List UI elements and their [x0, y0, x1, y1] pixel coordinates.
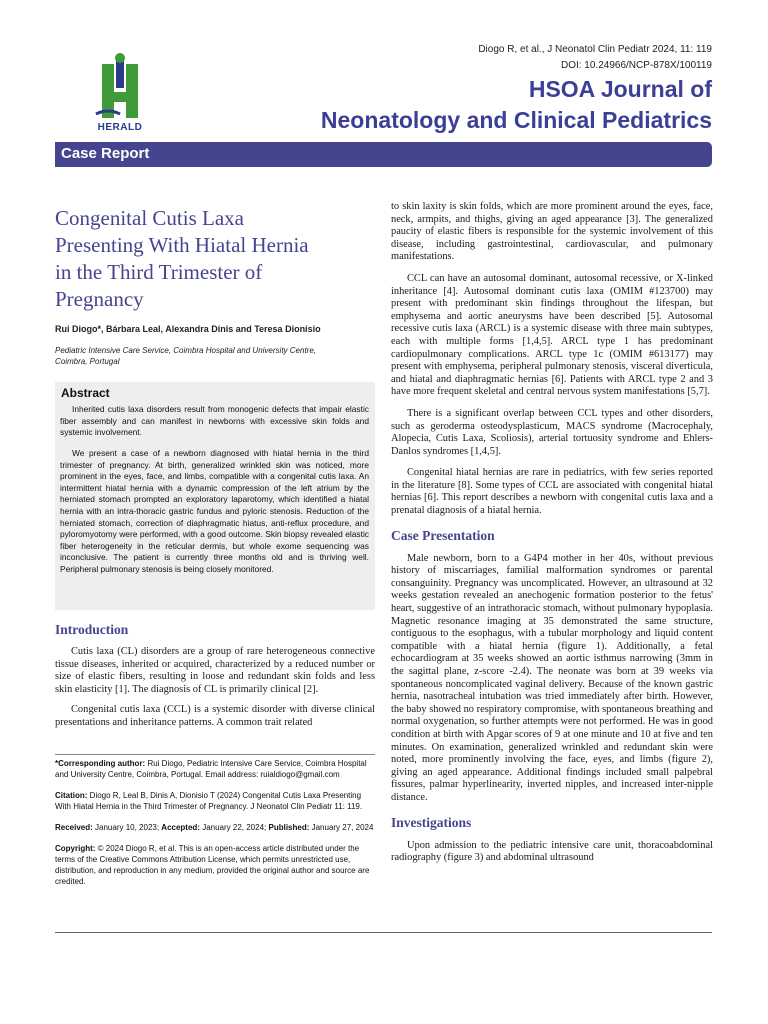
- introduction-heading: Introduction: [55, 622, 129, 637]
- page-bottom-rule: [55, 932, 712, 933]
- herald-logo-text: HERALD: [97, 122, 143, 133]
- abstract-box: [55, 382, 375, 610]
- journal-title: HSOA Journal of Neonatology and Clinical Pediatrics: [320, 76, 712, 133]
- footnote-divider: [55, 754, 375, 755]
- article-type-banner: [55, 142, 712, 167]
- journal-citation-line: Diogo R, et al., J Neonatol Clin Pediatr 2024, 11: 119: [478, 44, 712, 55]
- introduction-body: [55, 646, 375, 730]
- abstract-heading: Abstract: [61, 386, 110, 400]
- body-paragraph: CCL can have an autosomal dominant, autosomal recessive, or X-linked inheritance [4]. Autosomal dominant cutis laxa (OMIM #123700) may present with predominant skin findings throughout the lifespan, but emphysema and aortic aneurysms have been described [5]. Autosomal recessive cutis laxa (ARCL) is a systemic disease with three main subtypes, each with multiple forms [1,4,5]. ARCL type 1 has predominant cardiopulmonary complications. ARCL type 1c (OMIM #613177) may present with emphysema, peripheral pulmonary stenosis, visceral diverticula, and hiatal and diaphragmatic hernias [6]. Patients with ARCL type 2 and 3 have more frequent skeletal and central nervous system manifestations [5,7].: [391, 272, 713, 398]
- article-title: Congenital Cutis Laxa Presenting With Hiatal Hernia in the Third Trimester of Pregnancy: [55, 206, 309, 311]
- investigations-heading: Investigations: [391, 814, 472, 830]
- doi-line[interactable]: DOI: 10.24966/NCP-878X/100119: [560, 60, 712, 71]
- body-paragraph: Congenital hiatal hernias are rare in pediatrics, with few series reported in the literature [8]. Some types of CCL are associated with congenital hiatal hernias [6]. This report describes a newborn with congenital cutis laxa and a prenatal diagnosis of a hiatal hernia.: [391, 467, 713, 517]
- body-paragraph: Upon admission to the pediatric intensive care unit, thoracoabdominal radiography (figure 3) and abdominal ultrasound: [391, 839, 713, 864]
- footnotes: [55, 758, 375, 887]
- right-column-body: [391, 201, 713, 865]
- author-list: Rui Diogo*, Bárbara Leal, Alexandra Dinis and Teresa Dionísio: [55, 324, 321, 334]
- article-type-label: Case Report: [61, 145, 150, 162]
- body-paragraph: There is a significant overlap between CCL types and other disorders, such as geroderma osteodysplasticum, MACS syndrome (Macrocephaly, Alopecia, Cutis Laxa, Scoliosis), arterial tortuosity syndrome and Ehlers-Danlos syndromes [1,4,5].: [391, 407, 713, 457]
- body-paragraph: Male newborn, born to a G4P4 mother in her 40s, without previous history of miscarriages, familial malformation syndromes or parental consanguinity. Pregnancy was uncomplicated. However, an ultrasound at 32 weeks gestation revealed an anechogenic formation posterior to the fetus' heart, suggestive of an intrathoracic stomach, without pulmonary hypoplasia. Magnetic resonance imaging at 35 demonstrated the same structure, contiguous to the esophagus, with a tubular morphology and liquid content compatible with a hiatal hernia (figure 1). Additionally, a fetal echocardiogram at 35 weeks showed an aortic isthmus narrowing (3mm in the sagittal plane, z-score -2.4). The neonate was born at 39 weeks via spontaneous noncomplicated vaginal delivery. Because of the known gastric hernia, nasotracheal intubation was tried immediately after birth. However, the baby showed no respiratory compromise, with spontaneous breathing and normal oxygenation, so further attempts were not performed. He was in good condition at birth with Apgar scores of 9 at one minute and 10 at five and ten minutes. On examination, generalized wrinkled and redundant skin were noted, more prominently involving the face, eyes, and limbs (figure 2), giving an aged appearance. Additional findings included small palpebral fissures, palmar hyperlinearity, inverted nipples, and increased inter-nipple distance.: [391, 552, 713, 803]
- dates-note: Received: January 10, 2023; Accepted: January 22, 2024; Published: January 27, 2024: [55, 823, 374, 832]
- abstract-paragraph: We present a case of a newborn diagnosed with hiatal hernia in the third trimester of pregnancy. At birth, generalized wrinkled skin was noticed, more prominent in the eyes, face, and limbs, compatible with a congenital cutis laxa. An intermittent hiatal hernia with a dynamic compression of the left atrium by the herniated stomach prompted an exploratory laparotomy, which identified a hiatal hernia with an intra-thoracic gastric fundus and pyloric stenosis. Reduction of the herniated stomach, correction of diaphragmatic hiatus, anti-reflux procedure, and pyloromyotomy were performed, with a good outcome. Skin biopsy revealed elastic fiber heterogeneity in the reticular dermis, but whole exome sequencing was inconclusive. The patient is currently three months old and is thriving well. Peripheral pulmonary stenosis is being closely monitored.: [60, 448, 369, 574]
- citation-note: Citation: Diogo R, Leal B, Dinis A, Dionisio T (2024) Congenital Cutis Laxa Presenting With Hiatal Hernia in the Third Trimester of Pregnancy. J Neonatol Clin Pediatr 11: 119.: [55, 791, 363, 811]
- author-affiliation: Pediatric Intensive Care Service, Coimbra Hospital and University Centre, Coimbra, Portugal: [55, 346, 316, 366]
- corresponding-author-note: *Corresponding author: Rui Diogo, Pediatric Intensive Care Service, Coimbra Hospital and University Centre, Coimbra, Portugal. Email address: ruialdiogo@gmail.com: [55, 759, 367, 779]
- body-paragraph: Cutis laxa (CL) disorders are a group of rare heterogeneous connective tissue diseases, inherited or acquired, characterized by a reduced number or size of elastic fibers, resulting in loose and redundant skin folds and less skin elasticity [1]. The diagnosis of CL is primarily clinical [2].: [55, 646, 375, 695]
- body-paragraph: Congenital cutis laxa (CCL) is a systemic disorder with diverse clinical presentations and inheritance patterns. A common trait related: [55, 704, 375, 728]
- herald-logo: [88, 52, 152, 136]
- body-paragraph: to skin laxity is skin folds, which are more prominent around the eyes, face, neck, armpits, and thighs, giving an aged appearance [3]. The generalized paucity of elastic fibers is responsible for the systemic involvement of this disease, including gastrointestinal, cardiovascular, and pulmonary manifestations.: [391, 201, 713, 263]
- abstract-paragraph: Inherited cutis laxa disorders result from monogenic defects that impair elastic fiber assembly and can manifest in newborns with excessive skin folds and systemic involvement.: [60, 404, 369, 438]
- copyright-note: Copyright: © 2024 Diogo R, et al. This is an open-access article distributed under the terms of the Creative Commons Attribution License, which permits unrestricted use, distribution, and reproduction in any medium, provided the original author and source are credited.: [55, 844, 370, 886]
- case-presentation-heading: Case Presentation: [391, 527, 495, 543]
